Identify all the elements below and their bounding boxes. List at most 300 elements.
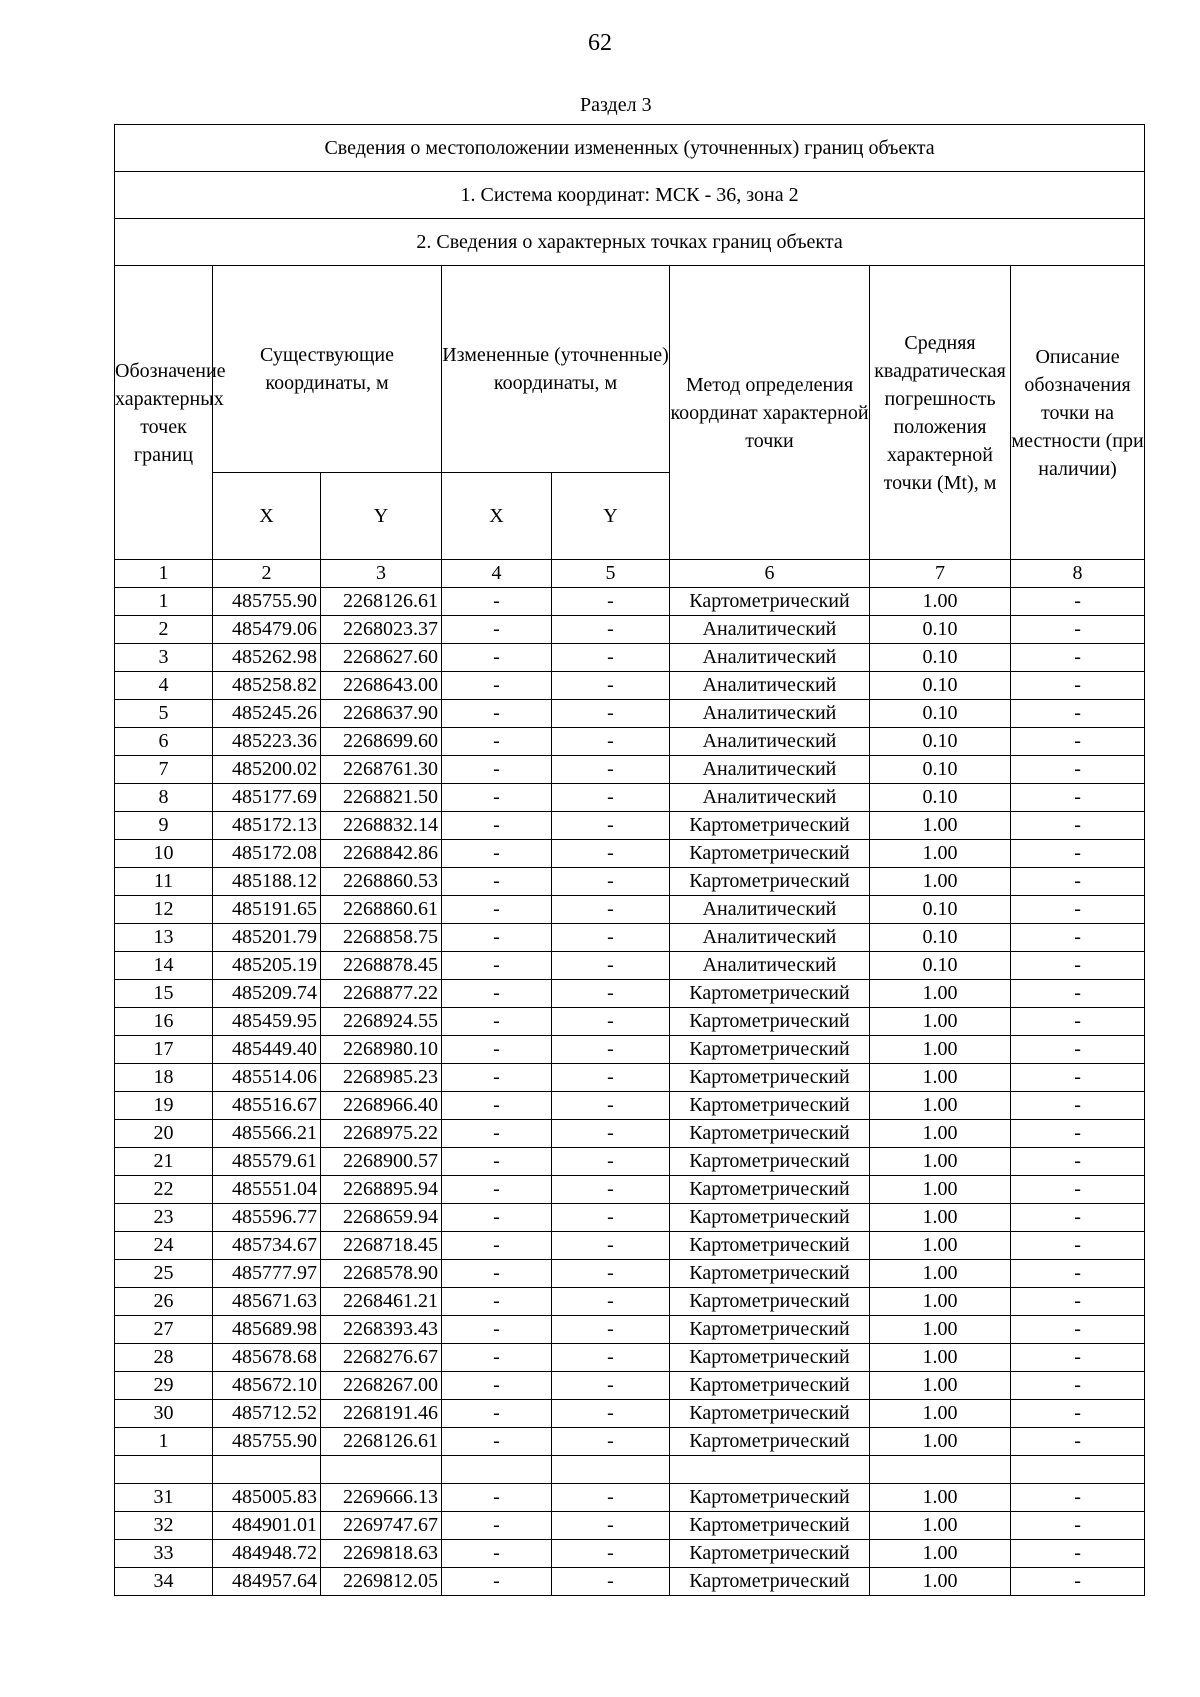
cell-method: Картометрический — [670, 1260, 870, 1288]
cell-method: Картометрический — [670, 588, 870, 616]
cell-existing-x: 484948.72 — [213, 1540, 321, 1568]
cell-existing-x: 485777.97 — [213, 1260, 321, 1288]
table-row — [115, 756, 1145, 784]
cell-changed-x: - — [442, 1400, 552, 1428]
table-row — [115, 1120, 1145, 1148]
cell-changed-y: - — [552, 1260, 670, 1288]
cell-method: Картометрический — [670, 868, 870, 896]
header-changed-coords: Измененные (уточненные) координаты, м — [442, 266, 670, 473]
cell-changed-y: - — [552, 1316, 670, 1344]
cell-description: - — [1011, 644, 1145, 672]
cell-changed-y: - — [552, 1120, 670, 1148]
cell-point-id: 34 — [115, 1568, 213, 1596]
cell-point-id: 31 — [115, 1484, 213, 1512]
header-existing-x: X — [213, 473, 321, 560]
table-row — [115, 1456, 1145, 1484]
cell-description: - — [1011, 1512, 1145, 1540]
table-row — [115, 1344, 1145, 1372]
column-number: 7 — [870, 560, 1011, 588]
cell-point-id: 24 — [115, 1232, 213, 1260]
cell-existing-y: 2268126.61 — [321, 1428, 442, 1456]
column-number: 6 — [670, 560, 870, 588]
cell-changed-x: - — [442, 1344, 552, 1372]
cell-method: Аналитический — [670, 756, 870, 784]
cell-description: - — [1011, 1288, 1145, 1316]
table-row — [115, 952, 1145, 980]
cell-existing-y: 2268761.30 — [321, 756, 442, 784]
table-row — [115, 1176, 1145, 1204]
cell-description: - — [1011, 1260, 1145, 1288]
cell-description: - — [1011, 1092, 1145, 1120]
table-row — [115, 1428, 1145, 1456]
cell-existing-x: 485172.08 — [213, 840, 321, 868]
cell-changed-x: - — [442, 1540, 552, 1568]
cell-method: Аналитический — [670, 952, 870, 980]
cell-method — [670, 1456, 870, 1484]
cell-description: - — [1011, 1204, 1145, 1232]
points-heading: 2. Сведения о характерных точках границ объекта — [115, 219, 1145, 266]
cell-existing-x: 485449.40 — [213, 1036, 321, 1064]
cell-existing-x: 485596.77 — [213, 1204, 321, 1232]
header-existing-y: Y — [321, 473, 442, 560]
cell-existing-x — [213, 1456, 321, 1484]
cell-changed-x: - — [442, 1092, 552, 1120]
cell-point-id: 32 — [115, 1512, 213, 1540]
cell-mean-error: 0.10 — [870, 700, 1011, 728]
table-row — [115, 1568, 1145, 1596]
cell-existing-y: 2268842.86 — [321, 840, 442, 868]
cell-mean-error: 1.00 — [870, 1540, 1011, 1568]
cell-mean-error: 0.10 — [870, 924, 1011, 952]
cell-existing-y: 2268191.46 — [321, 1400, 442, 1428]
cell-changed-y: - — [552, 980, 670, 1008]
cell-existing-y: 2268860.53 — [321, 868, 442, 896]
cell-changed-y: - — [552, 1064, 670, 1092]
cell-description: - — [1011, 924, 1145, 952]
cell-changed-x: - — [442, 1316, 552, 1344]
cell-changed-y: - — [552, 1176, 670, 1204]
cell-description: - — [1011, 700, 1145, 728]
table-row — [115, 588, 1145, 616]
cell-changed-y: - — [552, 1512, 670, 1540]
cell-existing-y: 2268627.60 — [321, 644, 442, 672]
column-number: 5 — [552, 560, 670, 588]
cell-changed-y — [552, 1456, 670, 1484]
cell-existing-y: 2268966.40 — [321, 1092, 442, 1120]
cell-changed-y: - — [552, 756, 670, 784]
cell-method: Картометрический — [670, 1372, 870, 1400]
cell-existing-y: 2268023.37 — [321, 616, 442, 644]
cell-changed-y: - — [552, 728, 670, 756]
cell-method: Картометрический — [670, 1512, 870, 1540]
cell-changed-y: - — [552, 1344, 670, 1372]
cell-mean-error: 1.00 — [870, 1176, 1011, 1204]
header-changed-x: X — [442, 473, 552, 560]
cell-description: - — [1011, 1176, 1145, 1204]
cell-existing-x: 485671.63 — [213, 1288, 321, 1316]
cell-mean-error: 1.00 — [870, 1316, 1011, 1344]
cell-existing-x: 485579.61 — [213, 1148, 321, 1176]
cell-method: Аналитический — [670, 784, 870, 812]
cell-mean-error: 1.00 — [870, 868, 1011, 896]
cell-existing-x: 485205.19 — [213, 952, 321, 980]
cell-existing-y: 2268578.90 — [321, 1260, 442, 1288]
cell-mean-error: 1.00 — [870, 1036, 1011, 1064]
cell-changed-x: - — [442, 1568, 552, 1596]
cell-point-id: 12 — [115, 896, 213, 924]
cell-mean-error: 0.10 — [870, 952, 1011, 980]
cell-changed-y: - — [552, 1008, 670, 1036]
cell-mean-error: 0.10 — [870, 644, 1011, 672]
cell-mean-error: 1.00 — [870, 812, 1011, 840]
cell-existing-x: 485200.02 — [213, 756, 321, 784]
cell-mean-error: 1.00 — [870, 1092, 1011, 1120]
cell-existing-x: 485734.67 — [213, 1232, 321, 1260]
table-row — [115, 1316, 1145, 1344]
cell-changed-y: - — [552, 616, 670, 644]
cell-changed-y: - — [552, 1232, 670, 1260]
cell-existing-y: 2268643.00 — [321, 672, 442, 700]
page-number: 62 — [588, 30, 612, 56]
column-number: 2 — [213, 560, 321, 588]
cell-method: Картометрический — [670, 1344, 870, 1372]
cell-method: Картометрический — [670, 1540, 870, 1568]
cell-point-id: 1 — [115, 1428, 213, 1456]
cell-existing-y: 2268832.14 — [321, 812, 442, 840]
cell-mean-error: 1.00 — [870, 588, 1011, 616]
cell-method: Аналитический — [670, 672, 870, 700]
cell-existing-y: 2268858.75 — [321, 924, 442, 952]
cell-description: - — [1011, 1148, 1145, 1176]
cell-existing-y: 2269747.67 — [321, 1512, 442, 1540]
cell-changed-x: - — [442, 1008, 552, 1036]
cell-point-id: 29 — [115, 1372, 213, 1400]
table-row — [115, 840, 1145, 868]
cell-mean-error: 1.00 — [870, 1204, 1011, 1232]
cell-description: - — [1011, 672, 1145, 700]
cell-point-id: 33 — [115, 1540, 213, 1568]
cell-existing-x: 485551.04 — [213, 1176, 321, 1204]
cell-point-id: 14 — [115, 952, 213, 980]
cell-existing-y: 2268267.00 — [321, 1372, 442, 1400]
cell-description: - — [1011, 1008, 1145, 1036]
boundary-points-table — [114, 124, 1145, 1596]
cell-changed-x: - — [442, 840, 552, 868]
cell-changed-y: - — [552, 840, 670, 868]
cell-mean-error: 1.00 — [870, 1288, 1011, 1316]
cell-existing-y: 2268821.50 — [321, 784, 442, 812]
cell-existing-y: 2268975.22 — [321, 1120, 442, 1148]
cell-changed-x: - — [442, 1148, 552, 1176]
cell-existing-y: 2268126.61 — [321, 588, 442, 616]
table-row — [115, 868, 1145, 896]
cell-changed-x: - — [442, 700, 552, 728]
cell-existing-y: 2268877.22 — [321, 980, 442, 1008]
cell-changed-y: - — [552, 1372, 670, 1400]
cell-changed-y: - — [552, 812, 670, 840]
cell-existing-x: 485201.79 — [213, 924, 321, 952]
cell-point-id: 27 — [115, 1316, 213, 1344]
cell-point-id: 6 — [115, 728, 213, 756]
cell-existing-x: 485514.06 — [213, 1064, 321, 1092]
cell-point-id: 15 — [115, 980, 213, 1008]
cell-point-id: 8 — [115, 784, 213, 812]
cell-description: - — [1011, 980, 1145, 1008]
cell-mean-error: 1.00 — [870, 1484, 1011, 1512]
cell-existing-x: 485689.98 — [213, 1316, 321, 1344]
table-row — [115, 1204, 1145, 1232]
cell-changed-x: - — [442, 1176, 552, 1204]
cell-existing-y: 2268895.94 — [321, 1176, 442, 1204]
cell-description: - — [1011, 1484, 1145, 1512]
table-row — [115, 980, 1145, 1008]
table-row — [115, 896, 1145, 924]
cell-method: Аналитический — [670, 896, 870, 924]
cell-changed-y: - — [552, 672, 670, 700]
cell-description: - — [1011, 1316, 1145, 1344]
cell-changed-y: - — [552, 1036, 670, 1064]
cell-point-id: 26 — [115, 1288, 213, 1316]
cell-point-id: 30 — [115, 1400, 213, 1428]
cell-existing-y: 2268699.60 — [321, 728, 442, 756]
cell-existing-x: 485188.12 — [213, 868, 321, 896]
cell-existing-y — [321, 1456, 442, 1484]
column-number: 4 — [442, 560, 552, 588]
cell-changed-y: - — [552, 1400, 670, 1428]
table-row — [115, 1484, 1145, 1512]
cell-changed-x: - — [442, 784, 552, 812]
cell-point-id: 7 — [115, 756, 213, 784]
cell-point-id: 13 — [115, 924, 213, 952]
cell-mean-error: 0.10 — [870, 728, 1011, 756]
column-number: 1 — [115, 560, 213, 588]
cell-mean-error: 1.00 — [870, 980, 1011, 1008]
cell-changed-x: - — [442, 1512, 552, 1540]
cell-mean-error: 0.10 — [870, 784, 1011, 812]
cell-existing-x: 485755.90 — [213, 1428, 321, 1456]
cell-method: Аналитический — [670, 616, 870, 644]
cell-point-id: 3 — [115, 644, 213, 672]
cell-method: Картометрический — [670, 1568, 870, 1596]
table-title: Сведения о местоположении измененных (уточненных) границ объекта — [115, 125, 1145, 172]
cell-description: - — [1011, 784, 1145, 812]
table-row — [115, 644, 1145, 672]
cell-existing-x: 485712.52 — [213, 1400, 321, 1428]
table-row — [115, 1064, 1145, 1092]
cell-mean-error: 1.00 — [870, 1428, 1011, 1456]
cell-changed-y: - — [552, 588, 670, 616]
cell-existing-x: 485566.21 — [213, 1120, 321, 1148]
cell-changed-y: - — [552, 1540, 670, 1568]
cell-existing-y: 2268718.45 — [321, 1232, 442, 1260]
cell-description: - — [1011, 896, 1145, 924]
cell-method: Картометрический — [670, 1008, 870, 1036]
cell-changed-y: - — [552, 1568, 670, 1596]
cell-existing-x: 484957.64 — [213, 1568, 321, 1596]
table-row — [115, 1148, 1145, 1176]
cell-mean-error: 1.00 — [870, 1008, 1011, 1036]
cell-changed-x: - — [442, 588, 552, 616]
cell-description: - — [1011, 1232, 1145, 1260]
coordinate-system: 1. Система координат: МСК - 36, зона 2 — [115, 172, 1145, 219]
table-row — [115, 700, 1145, 728]
header-error: Средняя квадратическая погрешность положения характерной точки (Mt), м — [870, 266, 1011, 560]
cell-mean-error: 1.00 — [870, 1512, 1011, 1540]
cell-changed-x: - — [442, 1204, 552, 1232]
cell-existing-y: 2268461.21 — [321, 1288, 442, 1316]
cell-existing-x: 485245.26 — [213, 700, 321, 728]
cell-existing-x: 485262.98 — [213, 644, 321, 672]
cell-changed-y: - — [552, 924, 670, 952]
cell-description: - — [1011, 952, 1145, 980]
cell-description: - — [1011, 1036, 1145, 1064]
cell-mean-error: 1.00 — [870, 1344, 1011, 1372]
cell-existing-y: 2268659.94 — [321, 1204, 442, 1232]
header-designation: Обозначение характерных точек границ — [115, 266, 213, 560]
cell-description: - — [1011, 1428, 1145, 1456]
cell-existing-x: 485755.90 — [213, 588, 321, 616]
cell-changed-x: - — [442, 1484, 552, 1512]
cell-changed-x: - — [442, 1372, 552, 1400]
cell-method: Картометрический — [670, 1120, 870, 1148]
cell-existing-x: 485209.74 — [213, 980, 321, 1008]
header-changed-y: Y — [552, 473, 670, 560]
cell-description: - — [1011, 1344, 1145, 1372]
cell-mean-error: 1.00 — [870, 1400, 1011, 1428]
cell-existing-y: 2269812.05 — [321, 1568, 442, 1596]
cell-existing-y: 2268393.43 — [321, 1316, 442, 1344]
table-body — [115, 588, 1145, 1596]
cell-changed-x: - — [442, 812, 552, 840]
table-row — [115, 1008, 1145, 1036]
cell-existing-x: 485479.06 — [213, 616, 321, 644]
cell-changed-y: - — [552, 1288, 670, 1316]
table-row — [115, 1260, 1145, 1288]
cell-point-id: 18 — [115, 1064, 213, 1092]
cell-description: - — [1011, 1568, 1145, 1596]
cell-changed-x: - — [442, 616, 552, 644]
cell-changed-x: - — [442, 952, 552, 980]
cell-changed-y: - — [552, 952, 670, 980]
cell-existing-x: 485459.95 — [213, 1008, 321, 1036]
cell-changed-x: - — [442, 896, 552, 924]
cell-method: Картометрический — [670, 840, 870, 868]
cell-existing-y: 2268980.10 — [321, 1036, 442, 1064]
cell-changed-x: - — [442, 1428, 552, 1456]
table-row — [115, 812, 1145, 840]
cell-method: Картометрический — [670, 1316, 870, 1344]
cell-method: Аналитический — [670, 700, 870, 728]
cell-method: Картометрический — [670, 980, 870, 1008]
cell-method: Картометрический — [670, 1176, 870, 1204]
cell-method: Картометрический — [670, 1092, 870, 1120]
cell-description: - — [1011, 616, 1145, 644]
cell-changed-x: - — [442, 868, 552, 896]
cell-changed-x: - — [442, 756, 552, 784]
cell-point-id: 11 — [115, 868, 213, 896]
cell-description — [1011, 1456, 1145, 1484]
cell-description: - — [1011, 1372, 1145, 1400]
cell-method: Аналитический — [670, 924, 870, 952]
cell-changed-y: - — [552, 1148, 670, 1176]
header-existing-coords: Существующие координаты, м — [213, 266, 442, 473]
cell-point-id: 22 — [115, 1176, 213, 1204]
cell-point-id: 5 — [115, 700, 213, 728]
cell-method: Картометрический — [670, 1484, 870, 1512]
cell-point-id: 1 — [115, 588, 213, 616]
cell-mean-error: 1.00 — [870, 1232, 1011, 1260]
cell-description: - — [1011, 1540, 1145, 1568]
cell-existing-x: 485177.69 — [213, 784, 321, 812]
table-row — [115, 1512, 1145, 1540]
cell-existing-x: 485005.83 — [213, 1484, 321, 1512]
cell-method: Картометрический — [670, 1064, 870, 1092]
cell-mean-error: 1.00 — [870, 1064, 1011, 1092]
table-row — [115, 672, 1145, 700]
cell-mean-error: 1.00 — [870, 1148, 1011, 1176]
cell-description: - — [1011, 868, 1145, 896]
cell-changed-y: - — [552, 896, 670, 924]
table-row — [115, 1288, 1145, 1316]
cell-mean-error: 1.00 — [870, 840, 1011, 868]
cell-changed-x: - — [442, 1260, 552, 1288]
cell-existing-y: 2268637.90 — [321, 700, 442, 728]
cell-existing-y: 2268276.67 — [321, 1344, 442, 1372]
cell-changed-x: - — [442, 924, 552, 952]
cell-existing-x: 485223.36 — [213, 728, 321, 756]
cell-method: Аналитический — [670, 644, 870, 672]
cell-point-id: 9 — [115, 812, 213, 840]
cell-changed-y: - — [552, 1204, 670, 1232]
cell-description: - — [1011, 756, 1145, 784]
cell-point-id — [115, 1456, 213, 1484]
cell-existing-y: 2269666.13 — [321, 1484, 442, 1512]
cell-changed-x: - — [442, 1120, 552, 1148]
cell-method: Картометрический — [670, 1428, 870, 1456]
table-row — [115, 1036, 1145, 1064]
cell-changed-y: - — [552, 1092, 670, 1120]
cell-mean-error: 0.10 — [870, 672, 1011, 700]
cell-point-id: 10 — [115, 840, 213, 868]
cell-point-id: 25 — [115, 1260, 213, 1288]
cell-method: Картометрический — [670, 812, 870, 840]
table-row — [115, 924, 1145, 952]
column-number: 8 — [1011, 560, 1145, 588]
cell-description: - — [1011, 1064, 1145, 1092]
cell-description: - — [1011, 840, 1145, 868]
cell-mean-error: 1.00 — [870, 1372, 1011, 1400]
cell-existing-y: 2269818.63 — [321, 1540, 442, 1568]
cell-changed-y: - — [552, 700, 670, 728]
cell-method: Картометрический — [670, 1400, 870, 1428]
cell-changed-x: - — [442, 980, 552, 1008]
cell-point-id: 16 — [115, 1008, 213, 1036]
cell-changed-x: - — [442, 1064, 552, 1092]
cell-description: - — [1011, 728, 1145, 756]
cell-existing-y: 2268900.57 — [321, 1148, 442, 1176]
column-number: 3 — [321, 560, 442, 588]
cell-point-id: 17 — [115, 1036, 213, 1064]
section-label: Раздел 3 — [580, 94, 652, 116]
cell-changed-y: - — [552, 644, 670, 672]
cell-mean-error: 0.10 — [870, 616, 1011, 644]
table-row — [115, 1400, 1145, 1428]
cell-changed-x: - — [442, 728, 552, 756]
cell-existing-y: 2268878.45 — [321, 952, 442, 980]
table-row — [115, 1092, 1145, 1120]
cell-method: Картометрический — [670, 1204, 870, 1232]
cell-existing-y: 2268860.61 — [321, 896, 442, 924]
